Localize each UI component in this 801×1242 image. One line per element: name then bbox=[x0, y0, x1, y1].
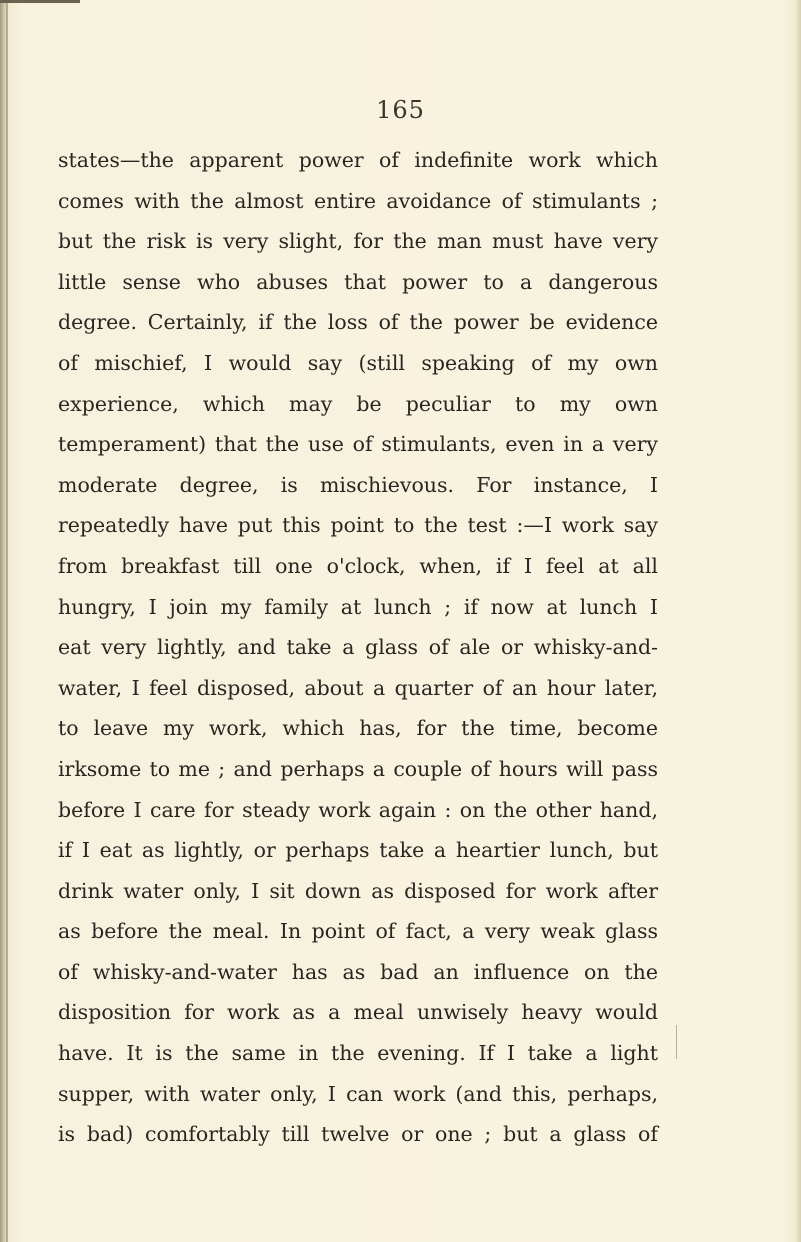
text-line: before I care for steady work again : on the other hand, bbox=[58, 797, 658, 822]
text-line: drink water only, I sit down as disposed for work after bbox=[58, 878, 658, 903]
text-line: hungry, I join my family at lunch ; if now at lunch I bbox=[58, 594, 658, 619]
text-line: little sense who abuses that power to a dangerous bbox=[58, 269, 658, 294]
text-line: disposition for work as a meal unwisely heavy would bbox=[58, 1000, 658, 1025]
text-line: as before the meal. In point of fact, a very weak glass bbox=[58, 919, 658, 944]
text-line: states—the apparent power of indefinite work which bbox=[58, 148, 658, 172]
margin-mark bbox=[676, 1025, 677, 1059]
text-line: eat very lightly, and take a glass of ale or whisky-and- bbox=[58, 635, 658, 660]
text-line: temperament) that the use of stimulants, even in a very bbox=[58, 432, 658, 457]
body-text bbox=[58, 140, 658, 1155]
text-line: irksome to me ; and perhaps a couple of hours will pass bbox=[58, 756, 658, 781]
text-line: but the risk is very slight, for the man must have very bbox=[58, 229, 658, 254]
text-line: comes with the almost entire avoidance of stimulants ; bbox=[58, 188, 658, 213]
text-line: water, I feel disposed, about a quarter of an hour later, bbox=[58, 675, 658, 700]
text-line: is bad) comfortably till twelve or one ; but a glass of bbox=[58, 1122, 658, 1147]
text-line: have. It is the same in the evening. If I take a light bbox=[58, 1041, 658, 1066]
page-number: 165 bbox=[376, 96, 425, 124]
text-line: repeatedly have put this point to the test :—I work say bbox=[58, 513, 658, 538]
text-line: from breakfast till one o'clock, when, if I feel at all bbox=[58, 553, 658, 578]
gutter-line bbox=[6, 0, 8, 1242]
text-line: of mischief, I would say (still speaking of my own bbox=[58, 350, 658, 375]
text-line: supper, with water only, I can work (and this, perhaps, bbox=[58, 1081, 658, 1106]
text-line: if I eat as lightly, or perhaps take a heartier lunch, but bbox=[58, 838, 658, 863]
text-line: moderate degree, is mischievous. For instance, I bbox=[58, 472, 658, 497]
text-line: of whisky-and-water has as bad an influence on the bbox=[58, 959, 658, 984]
page-right-edge bbox=[795, 0, 801, 1242]
text-line: degree. Certainly, if the loss of the power be evidence bbox=[58, 310, 658, 335]
text-line: experience, which may be peculiar to my own bbox=[58, 391, 658, 416]
page-corner-edge bbox=[0, 0, 80, 3]
text-line: to leave my work, which has, for the time, become bbox=[58, 716, 658, 741]
